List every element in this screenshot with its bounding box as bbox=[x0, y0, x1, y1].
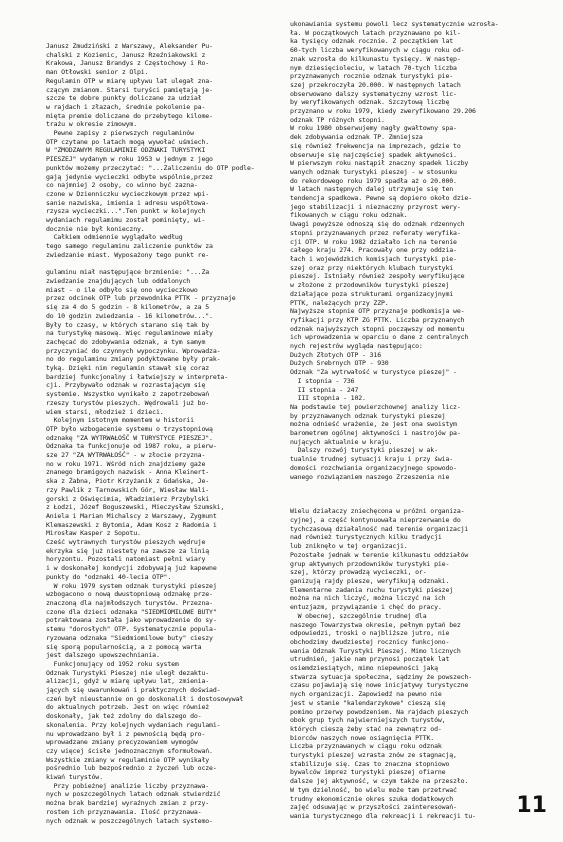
text-line: całego kraju 274. Pracowały one przy oddzia- bbox=[290, 246, 457, 255]
text-line: fikowanych w ciągu roku odznak. bbox=[290, 211, 408, 220]
text-line: jących się uwarunkowań i praktycznych doświad- bbox=[46, 686, 221, 695]
text-line: W tym dzielność, bo wielu może tam przetrwać bbox=[290, 785, 457, 794]
text-line: wprowadzane zmiany precyzowaniem wymogów bbox=[46, 738, 198, 747]
text-line: entuzjazm, przywiązanie i chęć do pracy. bbox=[290, 603, 442, 612]
text-line: można brak bardziej wyraźnych zmian z przy- bbox=[46, 799, 210, 808]
text-line: Całkiem odmiennie wyglądało według bbox=[46, 233, 183, 242]
text-line: czasu pojawiają się nowe inicjatywy turystyczne bbox=[290, 681, 469, 690]
text-line: nu wprowadzano był i z pewnością będą pro- bbox=[46, 729, 206, 738]
text-line: nym dziesięcioleciu, w latach 70-tych liczba bbox=[290, 63, 457, 72]
text-line: szej oraz przy niektórych klubach turystyki bbox=[290, 263, 454, 272]
text-line: jego stabilizacji i nieznaczny przyrost wery- bbox=[290, 202, 461, 211]
text-line: czone w Dzienniczku wycieczkowym przez wpi- bbox=[46, 189, 210, 198]
text-line: Kolejnym istotnym momentem w historii bbox=[46, 416, 194, 425]
text-line: co najmniej 2 osoby, co winno być zazna- bbox=[46, 181, 198, 190]
text-line: OTP czytane po latach mogą wywołać uśmiech. bbox=[46, 137, 210, 146]
text-line: ła. W początkowych latach przyznawano po kil- bbox=[290, 28, 461, 37]
text-line: Mirosław Kasper z Sopotu. bbox=[46, 529, 141, 538]
text-line: sze 27 "ZA WYTRWAŁOŚĆ" - w złocie przyzna- bbox=[46, 451, 206, 460]
text-line: no w roku 1971. Wśród nich znajdziemy gaże bbox=[46, 459, 206, 468]
text-line: 60-tych liczba weryfikowanych w ciągu roku od- bbox=[290, 46, 465, 55]
text-line: cji. Przybywało odznak w rozrastającym się bbox=[46, 381, 206, 390]
text-line: Uwagi powyższe odnoszą się do odznak rdzennych bbox=[290, 220, 465, 229]
text-line: W roku 1979 system odznak turystyki pieszej bbox=[46, 581, 217, 590]
text-line: gulaminu miał następujące brzmienie: "...Za bbox=[46, 268, 210, 277]
text-line: docznie nie był konieczny. bbox=[46, 224, 145, 233]
text-line: zajęć odsuwając w przyszłości zainteresowań- bbox=[290, 803, 457, 812]
text-line: biorców naszych nowe osiągnięcia PTTK. bbox=[290, 733, 435, 742]
text-line: zachęcać do zdobywania odznak, a tym samym bbox=[46, 337, 206, 346]
text-line: odznakę "ZA WYTRWAŁOŚĆ W TURYSTYCE PIESZEJ". bbox=[46, 433, 213, 442]
text-line: ryfikacji przy KTP ZG PTTK. Liczba przyznanych bbox=[290, 315, 465, 324]
text-line: obserwuje się najczęściej spadek aktywności. bbox=[290, 150, 457, 159]
text-line: działające poza strukturami organizacyjnymi bbox=[290, 289, 454, 298]
text-line: Pozostałe jednak w terenie kilkunastu oddziałów bbox=[290, 550, 469, 559]
text-line: stemu "dorosłych" OTP. Systematycznie popula- bbox=[46, 625, 217, 634]
text-line: Dużych Złotych OTP - 316 bbox=[290, 350, 381, 359]
text-line: Wszystkie zmiany w regulaminie OTP wynikały bbox=[46, 755, 210, 764]
text-line: OTP było wzbogacenie systemu o trzystopniową bbox=[46, 424, 213, 433]
text-line: chalski z Kozienic, Janusz Rzeźniakowski z bbox=[46, 50, 206, 59]
text-line: do aktualnych potrzeb. Jest on więc również bbox=[46, 703, 210, 712]
text-line: jest w stanie "kalendarzykowe" cieszą się bbox=[290, 698, 446, 707]
text-line: cyjnej, a część kontynuowała nieprzerwanie do bbox=[290, 516, 461, 525]
text-line: można odnieść wrażenie, że jest ona swoistym bbox=[290, 420, 457, 429]
text-line: ganizują rajdy piesze, weryfikują odznaki. bbox=[290, 577, 450, 585]
text-line: czeń był nieustannie on go doskonalił i dostosowywał bbox=[46, 694, 244, 703]
text-line: gorski z Oświęcimia, Władzimierz Przybylski bbox=[46, 494, 210, 503]
text-line: domości rozchwiania organizacyjnego spowodo- bbox=[290, 463, 457, 472]
text-line: W latach następnych dalej utrzymuje się ten bbox=[290, 185, 454, 194]
text-line: grup aktywnych przodowników turystyki pie- bbox=[290, 559, 450, 568]
text-line: Na podstawie tej powierzchownej analizy licz- bbox=[290, 402, 461, 411]
text-line: nych organizacji. Zapowiedź na pewno nie bbox=[290, 690, 442, 699]
text-line: tego samego regulaminu zaliczenie punktów za bbox=[46, 242, 213, 251]
text-line: się za 4 do 5 godzin - 8 kilometrów, a za 5 bbox=[46, 303, 210, 312]
text-line: sanie nazwiska, imienia i adresu współtowa- bbox=[46, 198, 210, 207]
text-line: by weryfikowanych odznak. Szczytową liczbę bbox=[290, 98, 450, 107]
text-line: odznak TP różnych stopni. bbox=[290, 115, 385, 124]
text-line bbox=[290, 490, 530, 499]
text-line: obserwowano dalszy systematyczny wzrost lic- bbox=[290, 89, 457, 98]
text-line: bywalców imprez turystyki pieszej ofiarne bbox=[290, 768, 446, 777]
text-line: obchodzimy dwudziestej rocznicy funkcjono- bbox=[290, 637, 450, 646]
text-line bbox=[290, 481, 530, 490]
text-line: odpowiedzi, troski o najbliższe jutro, nie bbox=[290, 629, 450, 638]
text-line: miast - o ile odbyło się ono wycieczkowo bbox=[46, 285, 198, 294]
text-line: by przyznawanych odznak turystyki pieszej bbox=[290, 411, 446, 420]
text-line: Klemaszewski z Bytomia, Adam Kosz z Radomia i bbox=[46, 520, 217, 529]
text-line: Przy pobieżnej analizie liczby przyznawa- bbox=[46, 781, 210, 790]
text-line: stwarza sytuacja społeczna, sądzimy że powszech- bbox=[290, 672, 472, 681]
text-line: alizacji, gdyż w miarę upływu lat, zmienia- bbox=[46, 677, 210, 686]
text-line: PTTK, należących przy ZZP. bbox=[290, 298, 389, 307]
text-line bbox=[290, 499, 530, 508]
text-line: Cześć wytrawnych turystów pieszych wędruje bbox=[46, 538, 206, 547]
text-line: czącym zmianom. Starsi turyści pamiętają je- bbox=[46, 85, 213, 94]
text-line: wzbogacono o nową dwustopniową odznakę prze- bbox=[46, 590, 213, 599]
text-line: wania turystycznego dla rekreacji i rekreacji tu- bbox=[290, 811, 476, 820]
text-line: rzy Pawlik z Tarnowskich Gór, Wiesław Wali- bbox=[46, 485, 210, 494]
text-line: czy więcej ścisłe jednoznacznym sformułowań. bbox=[46, 746, 213, 755]
text-line: doskonały, jak też zdolny do dalszego do- bbox=[46, 712, 202, 721]
text-line: tychczasową działalność nad terenie organizacji bbox=[290, 524, 469, 533]
text-line: wania Odznak Turystyki Pieszej. Mimo licznych bbox=[290, 646, 461, 655]
text-line: punkty do "odznaki 40-lecia OTP". bbox=[46, 572, 172, 581]
text-line: się sporą popularnością, a z pomocą warta bbox=[46, 642, 202, 651]
text-line: stopni przyznawanych przez referaty weryfika- bbox=[290, 228, 461, 237]
text-line: przyznano w roku 1979, kiedy zweryfikowano 29.206 bbox=[290, 107, 476, 116]
right-text-column bbox=[290, 20, 530, 820]
text-line: potraktowana została jako wprowadzenie do sy- bbox=[46, 616, 217, 625]
text-line: i w doskonałej kondycji zdobywają już kapewne bbox=[46, 564, 217, 573]
text-line: Krakowa, Janusz Brandys z Częstochowy i Ro- bbox=[46, 59, 210, 68]
text-line: z Łodzi, Józef Boguszewski, Mieczysław Szumski, bbox=[46, 503, 225, 512]
text-line: ryzowana odznaka "Siedmiomilowe buty" cieszy bbox=[46, 633, 213, 642]
left-text-column bbox=[46, 42, 296, 825]
text-line: man Otłowski senior z Olpi. bbox=[46, 68, 149, 77]
text-line: do 10 godzin zwiedzania - 16 kilometrów...". bbox=[46, 311, 213, 320]
text-line: kiwań turystów. bbox=[46, 773, 103, 782]
text-line: II stopnia - 247 bbox=[290, 385, 359, 394]
text-line: ekrzyka się już niestety na zawsze za linią bbox=[46, 546, 210, 555]
text-line: czone dla dzieci odznaka "SIEDMIOMILOWE BUTY" bbox=[46, 607, 217, 616]
text-line: W pierwszym roku nastąpił znaczny spadek liczby bbox=[290, 159, 469, 168]
text-line: nujących aktualnie w kraju. bbox=[290, 437, 393, 446]
text-line: Elementarne zadania ruchu turystyki pieszej bbox=[290, 585, 454, 594]
text-line: rzeszy turystów pieszych. Wędrowali już bo- bbox=[46, 398, 210, 407]
text-line: wiem starsi, młodzież i dzieci. bbox=[46, 407, 164, 416]
text-line: znak wzrosła do kilkunastu tysięcy. W następ- bbox=[290, 54, 461, 63]
text-line: Funkcjonujący od 1952 roku system bbox=[46, 659, 179, 668]
text-line: obok grup tych najwierniejszych turystów, bbox=[290, 716, 446, 725]
text-line: horyzontu. Pozostali natomiast pełni wiary bbox=[46, 555, 206, 564]
text-line: III stopnia - 102. bbox=[290, 394, 366, 403]
text-line: znaczoną dla najmłodszych turystów. Przezna- bbox=[46, 599, 213, 607]
text-line: przyczyniać do czynnych wypoczynku. Wprowadza- bbox=[46, 346, 221, 355]
text-line: ka tysięcy odznak rocznie. Z początkiem lat bbox=[290, 37, 454, 46]
text-line: na turystykę masową. Więc regulaminowe miały bbox=[46, 329, 213, 338]
text-line: przez odcinek OTP lub przewodnika PTTK - przyznaje bbox=[46, 294, 236, 303]
text-line: trażu w okresie zimowym. bbox=[46, 120, 137, 129]
text-line: lub zniknęło w tej organizacji. bbox=[290, 542, 408, 551]
text-line: dalsze jej aktywność, w czym także na przeszło. bbox=[290, 777, 469, 786]
text-line: których cieszą żeby stać na zewnątrz od- bbox=[290, 724, 442, 733]
text-line: bardziej funkcjonalny i łatwiejszy w interpreta- bbox=[46, 372, 228, 381]
text-line: szej przekroczyła 20.000. W następnych latach bbox=[290, 80, 461, 89]
text-line: no do regulaminu zmiany podyktowane były prak- bbox=[46, 355, 221, 364]
text-line: stabilizuje się. Czas to znaczna stopniowo bbox=[290, 759, 450, 768]
text-line: ukonawiania systemu powoli lecz systematycznie wzrosła- bbox=[290, 20, 499, 28]
text-line: jest dalszego upowszechniania. bbox=[46, 651, 160, 660]
text-line: tyką. Dzięki nim regulamin stawał się coraz bbox=[46, 364, 210, 373]
page-number: 11 bbox=[516, 793, 547, 818]
text-line: PIESZEJ" wydanym w roku 1953 w jednym z jego bbox=[46, 155, 213, 164]
text-line: Aniela i Marian Michalscy z Warszawy, Zygmunt bbox=[46, 511, 217, 520]
text-line: naszego Towarzystwa okresie, pełnym pytań bez bbox=[290, 620, 461, 629]
text-line: pośrednio lub bezpośrednio z życzeń lub ocze- bbox=[46, 764, 217, 773]
text-line: gają jedynie wycieczki odbyte wspólnie,przez bbox=[46, 172, 213, 181]
text-line: Odznaka ta funkcjonuje od 1987 roku, a pierw- bbox=[46, 442, 217, 451]
text-line: odznak najwyższych stopni począwszy od momentu bbox=[290, 324, 465, 333]
text-line: tendencja spadkowa. Pewne są dopiero około dzie- bbox=[290, 194, 472, 203]
text-line: barometrem ogólnej aktywności i nastrojów pa- bbox=[290, 429, 461, 438]
text-line: ska z Żabna, Piotr Krzyżanik z Gdańska, Je- bbox=[46, 477, 210, 486]
text-line: pieszej. Istniały również zespoły weryfikujące bbox=[290, 272, 465, 281]
text-line: nych w poszczególnych latach odznak stwierdzić bbox=[46, 790, 221, 799]
text-line: wydaniach regulamimu został pominięty, wi- bbox=[46, 216, 206, 225]
text-line: Dużych Srebrnych OTP - 930 bbox=[290, 359, 389, 368]
text-line: wanych odznak turystyki pieszej - w stosunku bbox=[290, 167, 457, 176]
text-line: zwiedzanie znajdujących lub oddalonych bbox=[46, 276, 191, 285]
text-line: nych rejestrów wygląda następująco: bbox=[290, 342, 423, 351]
text-line: osiemdziesiątych, mimo niepewności jaką bbox=[290, 664, 438, 673]
text-line: pomimo przerwy powodzeniem. Na rajdach pieszych bbox=[290, 707, 469, 716]
text-line: Odznak Turystyki Pieszej nie uległ dezaktu- bbox=[46, 668, 210, 677]
text-line bbox=[46, 260, 296, 269]
text-line: turystyki pieszej wzrasta znów ze stagnacją, bbox=[290, 751, 457, 760]
text-line: przyznawanych rocznie odznak turystyki pie- bbox=[290, 72, 454, 81]
text-line: skonalenia. Przy kolejnych wydaniach regulami- bbox=[46, 720, 221, 729]
text-line: trudny ekonomicznie okres szuka dodatkowych bbox=[290, 794, 454, 803]
text-line: w rajdach i złazach, średnie pokolenie pa- bbox=[46, 102, 206, 111]
text-line: można na nich liczyć, można liczyć na ich bbox=[290, 594, 446, 603]
text-line: do rekordowego roku 1979 spadła aż o 20.000. bbox=[290, 176, 457, 185]
text-line: Regulamin OTP w miarę upływu lat ulegał zna- bbox=[46, 76, 213, 85]
text-line: zwiedzanie miast. Wyposażony tego punkt re- bbox=[46, 250, 210, 259]
text-line: punktów możemy przeczytać: "...Zaliczeniu do OTP podle- bbox=[46, 163, 255, 172]
text-line: znanego bramigoych nazwisk - Anna Kleinert- bbox=[46, 468, 210, 477]
text-line: Dalszy rozwój turystyki pieszej w ak- bbox=[290, 446, 438, 455]
text-line: Najwyższe stopnie OTP przyznaje podkomisja we- bbox=[290, 307, 465, 316]
text-line: ich wprowadzenia w oparciu o dane z centralnych bbox=[290, 333, 469, 342]
text-line: w złożone z przodowników turystyki pieszej bbox=[290, 281, 450, 290]
text-line: nych odznak w poszczególnych latach systemo- bbox=[46, 816, 213, 825]
text-line: tualnie trudnej sytuacji kraju i przy świa- bbox=[290, 455, 454, 464]
text-line: W obecnej, szczególnie trudnej dla bbox=[290, 611, 427, 620]
text-line: systemie. Wszystko wynikało z zapotrzebowań bbox=[46, 390, 210, 399]
text-line: wanego rozwiązaniem naszego Zrzeszenia nie bbox=[290, 472, 450, 481]
text-line: rzysza wycieczki...".Ten punkt w kolejnych bbox=[46, 207, 206, 216]
text-line: rostem ich przyznawania. Ilość przyznawa- bbox=[46, 807, 202, 816]
text-line: Wielu działaczy zniechęcona w próżni organiza- bbox=[290, 507, 465, 516]
text-line: W "ZMODZAWYM REGULAMINIE ODZNAKI TURYSTYKI bbox=[46, 146, 206, 155]
text-line: się również frekwencja na imprezach, gdzie to bbox=[290, 141, 461, 150]
text-line: nad również turystycznych kilku tradycji bbox=[290, 533, 442, 542]
text-line: I stopnia - 736 bbox=[290, 376, 355, 385]
text-line: cji OTP. W roku 1982 działało ich na terenie bbox=[290, 237, 457, 246]
text-line: mięta premie doliczane do przebytego kilome- bbox=[46, 111, 213, 120]
text-line: Liczba przyznawanych w ciągu roku odznak bbox=[290, 742, 442, 751]
text-line: łach i wojewódzkich komisjach turystyki pie- bbox=[290, 254, 457, 263]
text-line: Odznak "Za wytrwałość w turystyce pieszej" - bbox=[290, 368, 457, 377]
text-line: Były to czasy, w których starano się tak by bbox=[46, 320, 210, 329]
text-line: Janusz Zmudziński z Warszawy, Aleksander Pu- bbox=[46, 42, 213, 50]
text-line: szej, którzy prowadzą wycieczki, or- bbox=[290, 568, 427, 577]
text-line: utrudnień, jakie nam przynosi początek lat bbox=[290, 655, 450, 664]
text-line: W roku 1980 obserwujemy nagły gwałtowny spa- bbox=[290, 124, 457, 133]
text-line: szcze te dobre punkty doliczane za udział bbox=[46, 94, 202, 103]
text-line: dek zdobywania odznak TP. Zmniejsza bbox=[290, 133, 423, 142]
text-line: Pewne zapisy z pierwszych regulaminów bbox=[46, 129, 194, 138]
